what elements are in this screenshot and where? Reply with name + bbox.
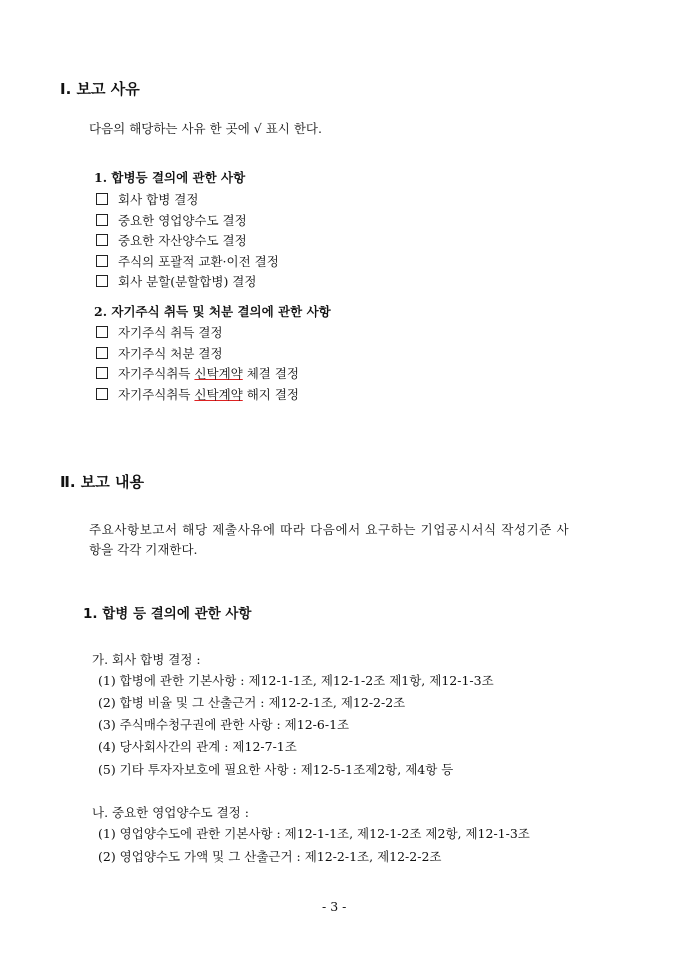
- list-item: (1) 합병에 관한 기본사항 : 제12-1-1조, 제12-1-2조 제1항, 제12-1-3조: [98, 673, 494, 688]
- checklist-item[interactable]: 회사 합병 결정: [96, 190, 198, 208]
- checkbox[interactable]: [96, 214, 108, 226]
- checklist-item[interactable]: 주식의 포괄적 교환·이전 결정: [96, 252, 279, 270]
- list-item: (3) 주식매수청구권에 관한 사항 : 제12-6-1조: [98, 717, 350, 732]
- section1-intro: 다음의 해당하는 사유 한 곳에 √ 표시 한다.: [89, 121, 322, 136]
- list-item: (4) 당사회사간의 관계 : 제12-7-1조: [98, 739, 297, 754]
- checklist-item[interactable]: 중요한 영업양수도 결정: [96, 211, 247, 229]
- checkbox[interactable]: [96, 234, 108, 246]
- checklist-item[interactable]: 자기주식취득 신탁계약 체결 결정: [96, 364, 299, 382]
- underlined-term: 신탁계약: [194, 387, 243, 402]
- checklist-item[interactable]: 자기주식 처분 결정: [96, 344, 223, 362]
- checklist-item[interactable]: 중요한 자산양수도 결정: [96, 231, 247, 249]
- checklist-item[interactable]: 회사 분할(분할합병) 결정: [96, 272, 256, 290]
- checklist-item[interactable]: 자기주식 취득 결정: [96, 323, 223, 341]
- section2-intro-line1: 주요사항보고서 해당 제출사유에 따라 다음에서 요구하는 기업공시서식 작성기준 사: [89, 522, 570, 537]
- list-item: (5) 기타 투자자보호에 필요한 사항 : 제12-5-1조제2항, 제4항 등: [98, 762, 454, 777]
- section2-intro-line2: 항을 각각 기재한다.: [89, 542, 198, 557]
- group2-title: 2. 자기주식 취득 및 처분 결의에 관한 사항: [94, 304, 331, 319]
- list-item: (1) 영업양수도에 관한 기본사항 : 제12-1-1조, 제12-1-2조 제2항, 제12-1-3조: [98, 826, 530, 841]
- checkbox[interactable]: [96, 347, 108, 359]
- underlined-term: 신탁계약: [194, 366, 243, 381]
- subsection-title: 1. 합병 등 결의에 관한 사항: [83, 606, 252, 622]
- checkbox[interactable]: [96, 326, 108, 338]
- list-item: (2) 영업양수도 가액 및 그 산출근거 : 제12-2-1조, 제12-2-2조: [98, 849, 442, 864]
- section2-heading: Ⅱ. 보고 내용: [60, 473, 144, 491]
- checkbox[interactable]: [96, 275, 108, 287]
- page-number: - 3 -: [322, 899, 347, 914]
- list-item: (2) 합병 비율 및 그 산출근거 : 제12-2-1조, 제12-2-2조: [98, 695, 406, 710]
- checkbox[interactable]: [96, 193, 108, 205]
- checkbox[interactable]: [96, 255, 108, 267]
- group1-title: 1. 합병등 결의에 관한 사항: [94, 170, 246, 185]
- checkbox[interactable]: [96, 388, 108, 400]
- checkbox[interactable]: [96, 367, 108, 379]
- section1-heading: Ⅰ. 보고 사유: [60, 80, 140, 98]
- ga-title: 가. 회사 합병 결정 :: [92, 652, 201, 667]
- na-title: 나. 중요한 영업양수도 결정 :: [92, 805, 249, 820]
- checklist-item[interactable]: 자기주식취득 신탁계약 해지 결정: [96, 385, 299, 403]
